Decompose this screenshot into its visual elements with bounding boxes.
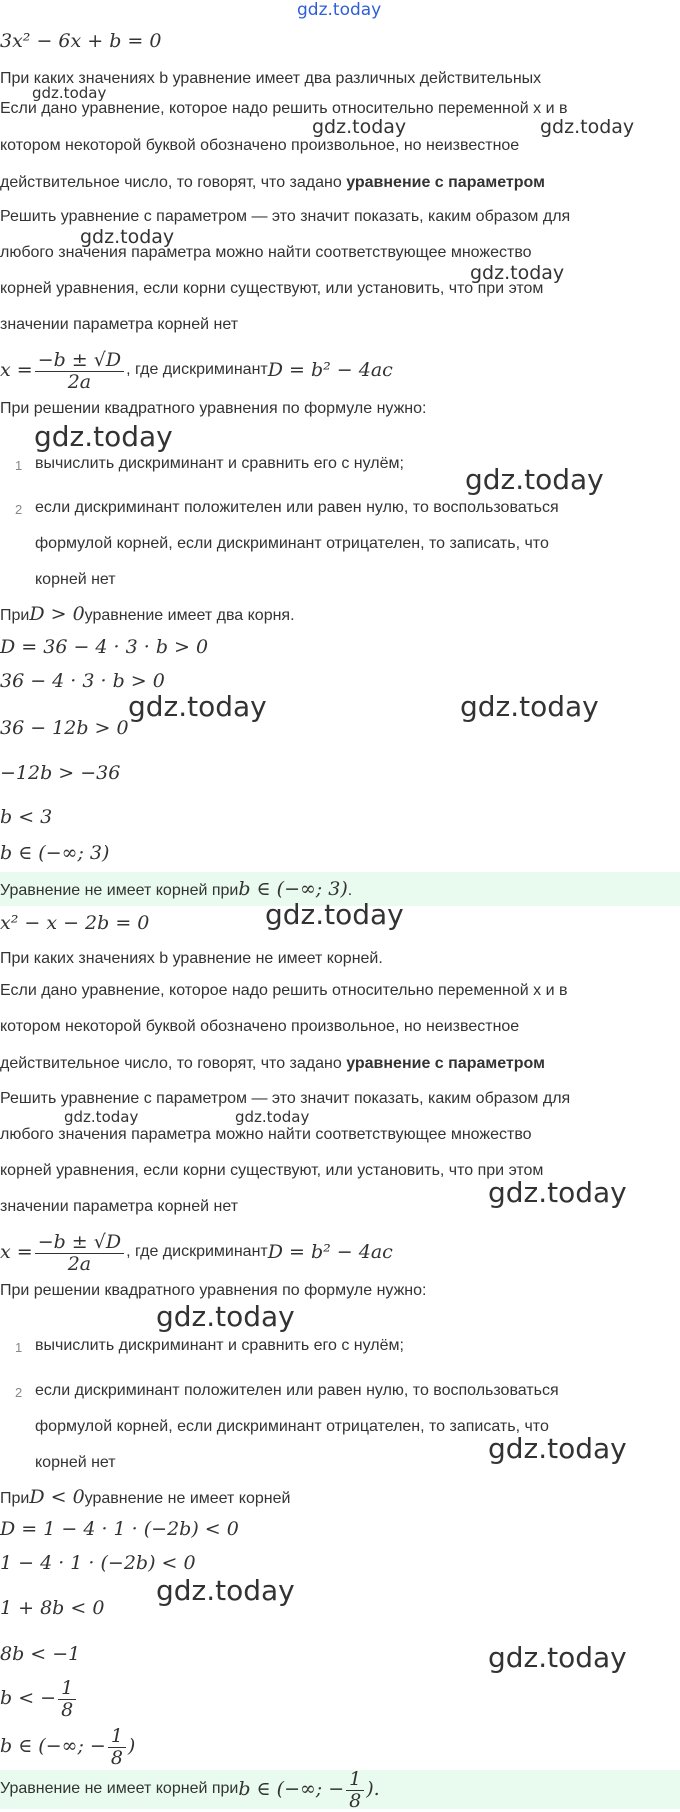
definition-line-1: Если дано уравнение, которое надо решить относительно переменной x и в [0,982,568,999]
formula-fraction [35,349,124,392]
step-number: 1 [15,1340,23,1355]
step-2-text-line-1: если дискриминант положителен или равен нулю, то воспользоваться [35,1382,559,1399]
step-2-text-line-2: формулой корней, если дискриминант отрицателен, то записать, что [35,535,549,552]
watermark: gdz.today [64,1108,139,1126]
calc-interval-pre: b ∈ (−∞; − [0,1735,106,1757]
step-number: 2 [15,502,23,517]
rule-intro-1: При решении квадратного уравнения по формуле нужно: [0,400,427,417]
formula-numerator: −b ± √D [35,1231,124,1254]
answer-text: Уравнение не имеет корней при [0,882,239,899]
answer-post: . [347,882,353,899]
answer-2 [0,1768,380,1810]
definition-line-2: котором некоторой буквой обозначено произвольное, но неизвестное [0,137,520,154]
calc-frac-pre: b < − [0,1687,57,1709]
definition-term: уравнение с параметром [346,1055,545,1072]
question-1: При каких значениях b уравнение имеет два различных действительных [0,70,542,87]
step-1-text: вычислить дискриминант и сравнить его с нулём; [35,455,404,472]
calc-interval-post: ) [127,1735,136,1757]
fraction-numerator: 1 [108,1725,126,1748]
calc-line: 1 + 8b < 0 [0,1597,105,1619]
question-2: При каких значениях b уравнение не имеет корней. [0,950,383,967]
fraction [58,1677,76,1720]
answer-text: Уравнение не имеет корней при [0,1780,239,1797]
watermark: gdz.today [540,116,635,138]
watermark-top: gdz.today [297,0,382,20]
formula-fraction [35,1231,124,1274]
solve-line-1: Решить уравнение с параметром — это значит показать, каким образом для [0,208,571,225]
watermark: gdz.today [156,1574,295,1607]
formula-where: , где дискриминант [126,361,268,378]
watermark: gdz.today [32,84,107,102]
answer-1 [0,878,352,900]
formula-x: x = [0,1241,33,1263]
formula-where: , где дискриминант [126,1243,268,1260]
watermark: gdz.today [488,1641,627,1674]
watermark: gdz.today [235,1108,310,1126]
answer-math: b ∈ (−∞; 3) [238,878,348,900]
step-number: 2 [15,1385,23,1400]
fraction-denominator: 8 [110,1746,123,1769]
quadratic-formula-1 [0,348,393,392]
watermark: gdz.today [312,116,407,138]
equation-2: x² − x − 2b = 0 [0,912,150,934]
solve-line-3: корней уравнения, если корни существуют, или установить, что при этом [0,1162,544,1179]
formula-numerator: −b ± √D [35,349,124,372]
fraction-denominator: 8 [349,1789,362,1812]
step-2-text-line-1: если дискриминант положителен или равен нулю, то воспользоваться [35,499,559,516]
formula-denominator: 2a [67,1252,92,1275]
solve-line-4: значении параметра корней нет [0,316,239,333]
watermark: gdz.today [488,1176,627,1209]
calc-line: D = 36 − 4 · 3 · b > 0 [0,636,209,658]
watermark: gdz.today [460,690,599,723]
condition-2 [0,1486,290,1508]
quadratic-formula-2 [0,1230,393,1274]
condition-math: D > 0 [29,603,85,625]
solve-line-4: значении параметра корней нет [0,1198,239,1215]
calc-line: b ∈ (−∞; 3) [0,842,110,864]
watermark: gdz.today [156,1300,295,1333]
calc-line: 36 − 12b > 0 [0,717,129,739]
definition-term: уравнение с параметром [346,174,545,191]
watermark: gdz.today [488,1432,627,1465]
answer-math-pre: b ∈ (−∞; − [238,1778,345,1800]
formula-denominator: 2a [67,370,92,393]
calc-line-interval [0,1724,135,1768]
watermark: gdz.today [34,420,173,453]
condition-pre: При [0,607,30,624]
condition-post: уравнение имеет два корня. [84,607,295,624]
solve-line-1: Решить уравнение с параметром — это значит показать, каким образом для [0,1090,571,1107]
formula-discriminant: D = b² − 4ac [267,1241,393,1263]
step-2-text-line-3: корней нет [35,1454,116,1471]
definition-line-2: котором некоторой буквой обозначено произвольное, но неизвестное [0,1018,520,1035]
watermark: gdz.today [265,898,404,931]
step-1-text: вычислить дискриминант и сравнить его с нулём; [35,1337,404,1354]
watermark: gdz.today [465,463,604,496]
definition-line-3 [0,1055,545,1073]
fraction [108,1725,126,1768]
formula-x: x = [0,359,33,381]
fraction-numerator: 1 [58,1677,76,1700]
definition-text: действительное число, то говорят, что задано [0,174,347,191]
condition-pre: При [0,1490,30,1507]
fraction-numerator: 1 [346,1768,364,1791]
step-2-text-line-3: корней нет [35,571,116,588]
calc-line: 8b < −1 [0,1643,81,1665]
definition-text: действительное число, то говорят, что задано [0,1055,347,1072]
condition-math: D < 0 [29,1486,85,1508]
calc-line-fraction [0,1676,78,1720]
solve-line-3: корней уравнения, если корни существуют, или установить, что при этом [0,280,544,297]
watermark: gdz.today [80,226,175,248]
fraction-denominator: 8 [61,1698,74,1721]
answer-math-post: ). [366,1778,380,1800]
step-2-text-line-2: формулой корней, если дискриминант отрицателен, то записать, что [35,1418,549,1435]
condition-post: уравнение не имеет корней [84,1490,291,1507]
watermark: gdz.today [470,262,565,284]
solve-line-2: любого значения параметра можно найти соответствующее множество [0,1126,532,1143]
calc-line: 1 − 4 · 1 · (−2b) < 0 [0,1552,196,1574]
step-number: 1 [15,458,23,473]
watermark: gdz.today [128,690,267,723]
equation-1: 3x² − 6x + b = 0 [0,30,162,52]
definition-line-1: Если дано уравнение, которое надо решить относительно переменной x и в [0,100,568,117]
rule-intro-2: При решении квадратного уравнения по формуле нужно: [0,1282,427,1299]
formula-discriminant: D = b² − 4ac [267,359,393,381]
calc-line: D = 1 − 4 · 1 · (−2b) < 0 [0,1518,239,1540]
calc-line: b < 3 [0,806,53,828]
calc-line: −12b > −36 [0,762,121,784]
definition-line-3 [0,174,545,192]
fraction [346,1768,364,1811]
condition-1 [0,603,295,625]
calc-line: 36 − 4 · 3 · b > 0 [0,670,165,692]
solve-line-2: любого значения параметра можно найти соответствующее множество [0,244,532,261]
